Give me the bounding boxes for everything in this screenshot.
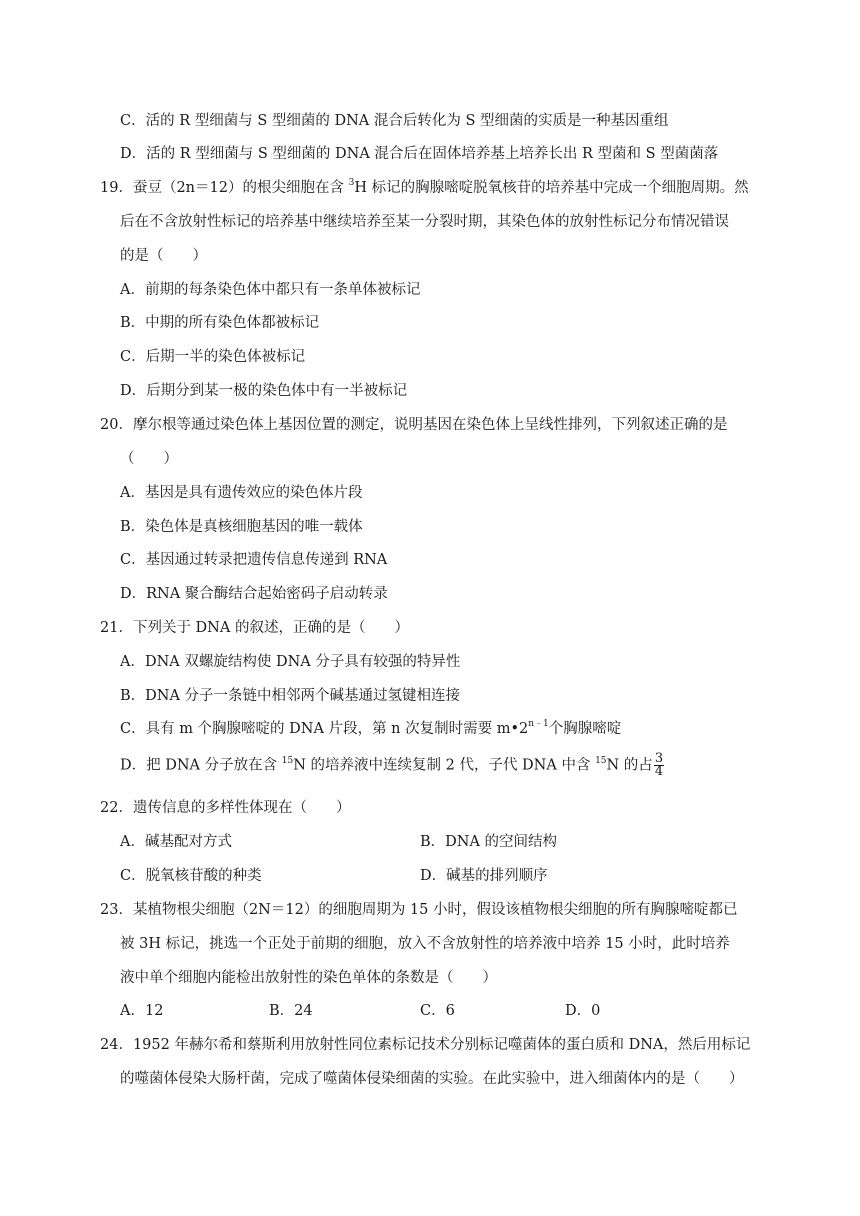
q23-stem-line3: 液中单个细胞内能检出放射性的染色单体的条数是（ ） — [120, 970, 497, 986]
q18-option-c: C．活的 R 型细菌与 S 型细菌的 DNA 混合后转化为 S 型细菌的实质是一种基因重组 — [120, 113, 669, 129]
q19-option-d: D．后期分到某一极的染色体中有一半被标记 — [120, 383, 408, 399]
q22-option-a: A．碱基配对方式 — [120, 834, 232, 850]
q21-option-c: C．具有 m 个胸腺嘧啶的 DNA 片段，第 n 次复制时需要 $m•2^{n﹣1}$个胸腺嘧啶 — [120, 719, 622, 737]
q23-option-c: C．6 — [420, 1003, 455, 1019]
q19-stem-line2: 后在不含放射性标记的培养基中继续培养至某一分裂时期，其染色体的放射性标记分布情况错误 — [120, 214, 729, 230]
q19-option-c: C．后期一半的染色体被标记 — [120, 349, 306, 365]
q24-stem-line1: 24．1952 年赫尔希和蔡斯利用放射性同位素标记技术分别标记噬菌体的蛋白质和 DNA，然后用标记 — [100, 1037, 751, 1053]
q22-stem: 22．遗传信息的多样性体现在（ ） — [100, 800, 351, 816]
q21-stem: 21．下列关于 DNA 的叙述，正确的是（ ） — [100, 620, 409, 636]
q23-option-d: D．0 — [565, 1003, 601, 1019]
q24-stem-line2: 的噬菌体侵染大肠杆菌，完成了噬菌体侵染细菌的实验。在此实验中，进入细菌体内的是（ ） — [120, 1071, 744, 1087]
q20-stem-line2: （ ） — [120, 451, 178, 467]
q22-option-b: B．DNA 的空间结构 — [420, 834, 558, 850]
q19-stem-line1: 19．蚕豆（2n＝12）的根尖细胞在含 $^3$H 标记的胸腺嘧啶脱氧核苷的培养基中完成一个细胞周期。然 — [100, 178, 749, 196]
q20-option-a: A．基因是具有遗传效应的染色体片段 — [120, 485, 363, 501]
q23-option-a: A．12 — [120, 1003, 164, 1019]
q23-stem-line2: 被 3H 标记，挑选一个正处于前期的细胞，放入不含放射性的培养液中培养 15 小时，此时培养 — [120, 936, 730, 952]
q20-stem-line1: 20．摩尔根等通过染色体上基因位置的测定，说明基因在染色体上呈线性排列，下列叙述正确的是 — [100, 417, 728, 433]
q22-option-d: D．碱基的排列顺序 — [420, 868, 548, 884]
q19-option-b: B．中期的所有染色体都被标记 — [120, 315, 320, 331]
q23-option-b: B．24 — [269, 1003, 313, 1019]
fraction-three-quarters: $\frac{3}{4}$ — [654, 751, 664, 779]
q22-option-c: C．脱氧核苷酸的种类 — [120, 868, 262, 884]
q21-option-d: D．把 DNA 分子放在含 $^{15}$N 的培养液中连续复制 2 代，子代 DNA 中含 $^{15}$N 的占 $\frac{3}{4}$ — [120, 751, 664, 779]
q19-option-a: A．前期的每条染色体中都只有一条单体被标记 — [120, 282, 421, 298]
q20-option-d: D．RNA 聚合酶结合起始密码子启动转录 — [120, 586, 388, 602]
q23-stem-line1: 23．某植物根尖细胞（2N＝12）的细胞周期为 15 小时，假设该植物根尖细胞的所有胸腺嘧啶都已 — [100, 902, 738, 918]
q20-option-b: B．染色体是真核细胞基因的唯一载体 — [120, 519, 363, 535]
q21-option-b: B．DNA 分子一条链中相邻两个碱基通过氢键相连接 — [120, 688, 461, 704]
q20-option-c: C．基因通过转录把遗传信息传递到 RNA — [120, 552, 388, 568]
q21-option-a: A．DNA 双螺旋结构使 DNA 分子具有较强的特异性 — [120, 654, 461, 670]
q19-stem-line3: 的是（ ） — [120, 248, 207, 264]
q18-option-d: D．活的 R 型细菌与 S 型细菌的 DNA 混合后在固体培养基上培养长出 R 型菌和 S 型菌菌落 — [120, 146, 719, 162]
